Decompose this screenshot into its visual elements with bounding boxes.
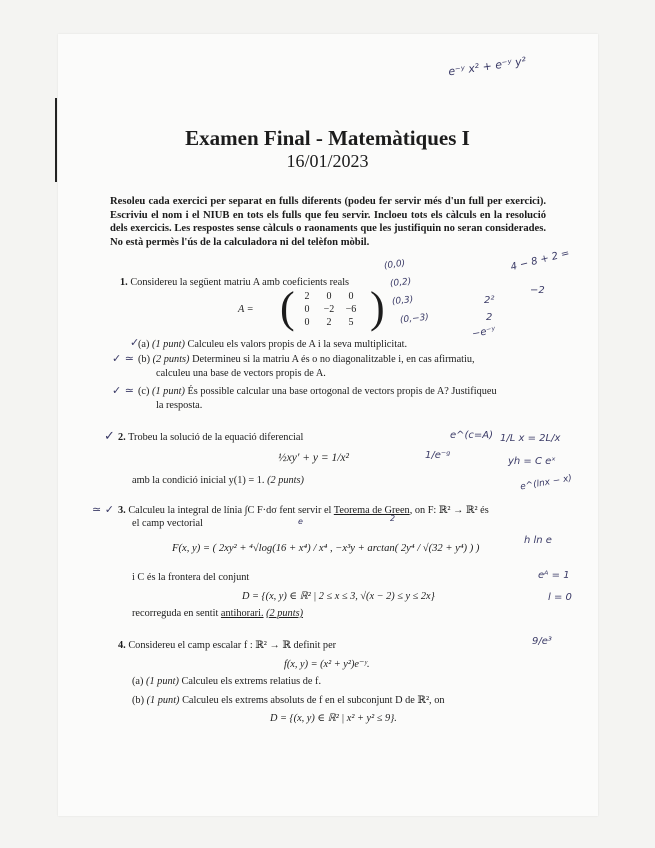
exercise-3-orientation-word: antihorari. (220, 608, 264, 619)
handwritten-point: (0,−3) (399, 312, 430, 326)
exercise-1a-text: Calculeu els valors propis de A i la seva multiplicitat. (187, 339, 408, 350)
matrix-cell: 0 (304, 304, 310, 315)
check-mark-icon: ✓ ≃ (112, 384, 134, 397)
handwritten-point: (0,3) (391, 294, 414, 308)
handwritten-note: l = 0 (548, 592, 572, 603)
exercise-2-points: (2 punts) (267, 475, 304, 486)
exercise-2-condition-line (132, 475, 304, 486)
handwritten-note: 9/e³ (532, 636, 552, 647)
handwritten-note: e^(lnx − x) (519, 473, 573, 493)
exercise-1b-cont: calculeu una base de vectors propis de A. (156, 368, 326, 379)
exercise-1b-points: (2 punts) (152, 354, 190, 365)
handwritten-point: (0,2) (389, 276, 412, 290)
exercise-3-statement (118, 504, 489, 516)
exercise-4b-label: (b) (132, 695, 145, 706)
exercise-4b (132, 694, 445, 706)
handwritten-point: (0,0) (383, 258, 406, 272)
exercise-3-field-intro: el camp vectorial (132, 518, 203, 529)
handwritten-note: 4 − 8 + 2 = (509, 247, 571, 274)
exercise-1-text: Considereu la següent matriu A amb coeficients reals (130, 277, 350, 288)
matrix-cell: −6 (345, 304, 357, 315)
check-mark-icon: ✓ (130, 336, 140, 349)
matrix-cell: 2 (326, 317, 332, 328)
matrix-right-paren: ) (370, 283, 385, 332)
exercise-1c-points: (1 punt) (152, 386, 185, 397)
exercise-1c (138, 386, 497, 397)
exercise-2-text: Trobeu la solució de la equació diferencial (128, 432, 304, 443)
exercise-1-number: 1. (120, 277, 128, 288)
exercise-1c-label: (c) (138, 386, 150, 397)
exercise-1c-cont: la resposta. (156, 400, 203, 411)
exercise-1b-text: Determineu si la matriu A és o no diagonalitzable i, en cas afirmatiu, (192, 354, 475, 365)
matrix-cell: 5 (348, 317, 354, 328)
handwritten-note: 2 (486, 312, 493, 323)
handwritten-mark: e (298, 517, 303, 526)
exercise-3-orientation-line (132, 608, 303, 619)
exercise-3-number: 3. (118, 505, 126, 516)
exercise-1c-text: És possible calcular una base ortogonal de vectors propis de A? Justifiqueu (187, 386, 497, 397)
exam-title: Examen Final - Matemàtiques I (185, 126, 470, 150)
handwritten-note: 2² (484, 295, 495, 306)
exercise-4b-text: Calculeu els extrems absoluts de f en el subconjunt D de ℝ², on (182, 695, 445, 706)
exercise-3-text: Calculeu la integral de línia ∫C F·dσ fent servir el (128, 505, 332, 516)
handwritten-note: h ln e (524, 535, 552, 546)
exercise-4-number: 4. (118, 640, 126, 651)
handwritten-note: yh = C eˣ (508, 456, 556, 467)
handwritten-note: eᴬ = 1 (538, 570, 570, 581)
exercise-1a-points: (1 punt) (152, 339, 185, 350)
matrix-left-paren: ( (280, 283, 295, 332)
exercise-4-function: f(x, y) = (x² + y²)e⁻ʸ. (284, 659, 370, 670)
exercise-1a-label: (a) (138, 339, 150, 350)
matrix-A (260, 283, 390, 334)
matrix-cell: 2 (304, 291, 310, 302)
handwritten-note: 1/L x = 2L/x (500, 433, 561, 444)
handwritten-note: e^(c=A) (450, 430, 494, 441)
exercise-4a-points: (1 punt) (146, 676, 179, 687)
exam-date: 16/01/2023 (286, 151, 369, 171)
exercise-3-theorem: Teorema de Green (333, 505, 410, 516)
check-mark-icon: ✓ ≃ (112, 352, 134, 365)
exercise-4-text: Considereu el camp escalar f : ℝ² → ℝ definit per (128, 640, 337, 651)
exercise-2-number: 2. (118, 432, 126, 443)
exercise-3-vector-field: F(x, y) = ( 2xy² + ⁴√log(16 + x⁴) / x⁴ , −x³y + arctan( 2y⁴ / √(32 + y⁴) ) ) (172, 543, 480, 554)
matrix-grid (296, 290, 362, 329)
check-mark-icon: ≃ ✓ (92, 503, 114, 516)
matrix-cell: 0 (348, 291, 354, 302)
exercise-4a (132, 676, 321, 687)
handwritten-mark: 2 (390, 514, 396, 523)
matrix-cell: −2 (323, 304, 335, 315)
exercise-3-orientation: recorreguda en sentit (132, 608, 219, 619)
exercise-1a (138, 339, 407, 350)
exercise-3-points: (2 punts) (266, 608, 304, 619)
exercise-3-set: D = {(x, y) ∈ ℝ² | 2 ≤ x ≤ 3, √(x − 2) ≤ y ≤ 2x} (242, 591, 435, 602)
handwritten-note: −2 (530, 285, 545, 296)
exercise-2-equation: ½xy′ + y = 1/x² (278, 452, 349, 464)
exercise-4-statement (118, 639, 336, 651)
exercise-1b (138, 354, 475, 365)
exercise-4a-text: Calculeu els extrems relatius de f. (181, 676, 322, 687)
exercise-4a-label: (a) (132, 676, 144, 687)
check-mark-icon: ✓ (104, 429, 115, 444)
exercise-4-set: D = {(x, y) ∈ ℝ² | x² + y² ≤ 9}. (270, 713, 397, 724)
instructions: Resoleu cada exercici per separat en fulls diferents (podeu fer servir més d'un full per exercici). Escriviu el nom i el NIUB en tots els fulls que feu servir. Incloeu tots els càlculs en la resolució dels exercicis. Les respostes sense càlculs o raonaments que les justifiquin no seran considerades. No està permès l'ús de la calculadora ni del telèfon mòbil. (110, 196, 546, 248)
handwritten-note: 1/e⁻ᵍ (425, 450, 451, 461)
exercise-1b-label: (b) (138, 354, 151, 365)
handwritten-note: −e⁻ʸ (471, 325, 497, 340)
matrix-cell: 0 (326, 291, 332, 302)
exercise-2-statement (118, 432, 303, 443)
exercise-2-condition: amb la condició inicial y(1) = 1. (132, 475, 265, 486)
matrix-label: A = (238, 304, 254, 315)
exercise-4b-points: (1 punt) (146, 695, 180, 706)
matrix-cell: 0 (304, 317, 310, 328)
exercise-3-text-2: , on F: ℝ² → ℝ² és (409, 505, 489, 516)
exercise-3-set-intro: i C és la frontera del conjunt (132, 572, 250, 583)
handwritten-note-top: e⁻ʸ x² + e⁻ʸ y² (447, 54, 527, 79)
